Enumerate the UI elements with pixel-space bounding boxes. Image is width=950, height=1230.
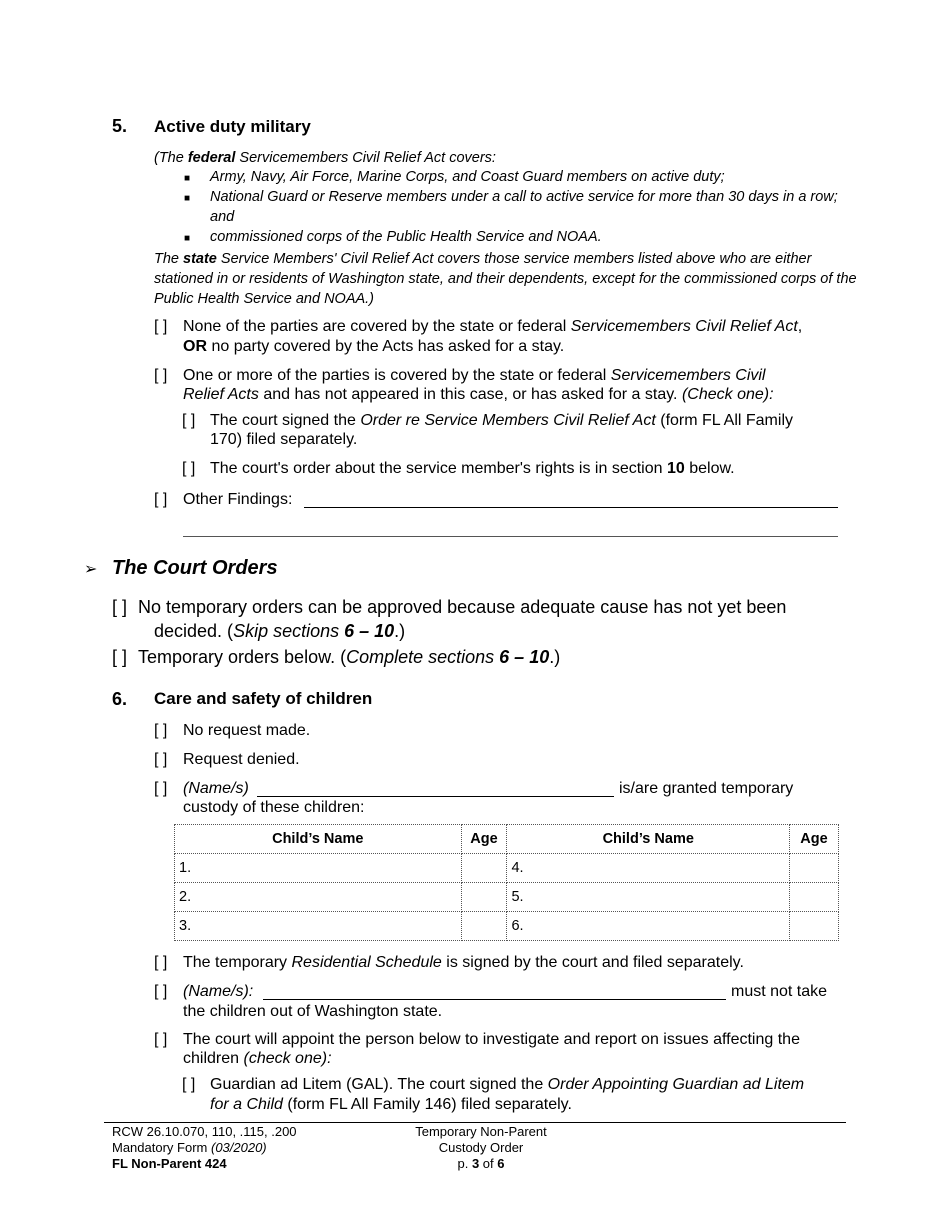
other-findings-label: Other Findings: xyxy=(183,491,293,508)
footer-doc-title-2: Custody Order xyxy=(438,1140,524,1155)
checkbox-covered[interactable]: [ ] xyxy=(154,367,168,384)
option-residential-schedule: The temporary Residential Schedule is signed by the court and filed separately. xyxy=(183,954,744,971)
option-court-signed: The court signed the Order re Service Members Civil Relief Act (form FL All Family xyxy=(210,412,793,429)
custody-granted-text: is/are granted temporary xyxy=(619,780,794,797)
footer-mandatory: Mandatory Form (03/2020) xyxy=(112,1140,267,1155)
table-row xyxy=(175,883,839,912)
not-take-out-cont: the children out of Washington state. xyxy=(183,1003,443,1020)
table-row xyxy=(175,854,839,883)
child-name-cell[interactable]: 3. xyxy=(175,912,462,941)
footer-rcw: RCW 26.10.070, 110, .115, .200 xyxy=(112,1124,297,1139)
not-take-out-name-label: (Name/s): xyxy=(183,983,254,1000)
age-cell[interactable] xyxy=(790,854,839,883)
footer-divider xyxy=(104,1122,846,1123)
checkbox-no-temporary-orders[interactable]: [ ] xyxy=(112,597,128,617)
checkbox-temporary-orders[interactable]: [ ] xyxy=(112,647,128,667)
checkbox-section-10[interactable]: [ ] xyxy=(182,460,196,477)
section-6-title: Care and safety of children xyxy=(154,689,373,708)
bullet-marker: ■ xyxy=(184,193,191,204)
section-5-number: 5. xyxy=(112,116,128,136)
bullet-item: commissioned corps of the Public Health Service and NOAA. xyxy=(210,229,602,245)
option-court-signed-cont: 170) filed separately. xyxy=(210,431,358,448)
bullet-marker: ■ xyxy=(184,233,191,244)
table-row xyxy=(175,912,839,941)
bullet-marker: ■ xyxy=(184,173,191,184)
checkbox-residential-schedule[interactable]: [ ] xyxy=(154,954,168,971)
court-orders-heading: The Court Orders xyxy=(112,557,278,579)
not-take-out-text: must not take xyxy=(731,983,828,1000)
option-none-covered-cont: OR no party covered by the Acts has asked for a stay. xyxy=(183,338,565,355)
federal-note-lead: (The federal Servicemembers Civil Relief Act covers: xyxy=(154,150,496,166)
age-cell[interactable] xyxy=(790,883,839,912)
option-none-covered: None of the parties are covered by the state or federal Servicemembers Civil Relief Act, xyxy=(183,318,803,335)
bullet-item: National Guard or Reserve members under a call to active service for more than 30 days in a row; xyxy=(210,189,838,205)
checkbox-gal[interactable]: [ ] xyxy=(182,1076,196,1093)
age-cell[interactable] xyxy=(461,912,507,941)
checkbox-not-take-out[interactable]: [ ] xyxy=(154,983,168,1000)
child-name-header: Child’s Name xyxy=(507,825,790,854)
age-cell[interactable] xyxy=(461,883,507,912)
footer-doc-title-1: Temporary Non-Parent xyxy=(415,1124,547,1139)
custody-granted-cont: custody of these children: xyxy=(183,799,365,816)
bullet-item: Army, Navy, Air Force, Marine Corps, and Coast Guard members on active duty; xyxy=(210,169,725,185)
checkbox-appoint-investigator[interactable]: [ ] xyxy=(154,1031,168,1048)
state-note-line1: The state Service Members' Civil Relief Act covers those service members listed above who are either xyxy=(154,251,812,267)
age-cell[interactable] xyxy=(461,854,507,883)
option-covered: One or more of the parties is covered by the state or federal Servicemembers Civil xyxy=(183,367,766,384)
section-5-title: Active duty military xyxy=(154,117,311,136)
age-cell[interactable] xyxy=(790,912,839,941)
temporary-orders-text: Temporary orders below. (Complete sections 6 – 10.) xyxy=(138,647,561,667)
checkbox-other-findings[interactable]: [ ] xyxy=(154,491,168,508)
child-name-cell[interactable]: 6. xyxy=(507,912,790,941)
option-no-request: No request made. xyxy=(183,722,311,739)
other-findings-line[interactable] xyxy=(304,507,838,508)
option-gal-cont: for a Child (form FL All Family 146) filed separately. xyxy=(210,1096,572,1113)
state-note-line2: stationed in or residents of Washington state, and their dependents, except for the commissioned corps of the xyxy=(154,271,857,287)
no-temporary-orders-cont: decided. (Skip sections 6 – 10.) xyxy=(154,621,406,641)
other-findings-line-2[interactable] xyxy=(183,536,838,537)
bullet-item-cont: and xyxy=(210,209,235,225)
custody-name-label: (Name/s) xyxy=(183,780,249,797)
checkbox-none-covered[interactable]: [ ] xyxy=(154,318,168,335)
not-take-out-name-line[interactable] xyxy=(263,999,726,1000)
age-header: Age xyxy=(461,825,507,854)
age-header: Age xyxy=(790,825,839,854)
checkbox-court-signed[interactable]: [ ] xyxy=(182,412,196,429)
option-section-10: The court's order about the service member's rights is in section 10 below. xyxy=(210,460,735,477)
option-request-denied: Request denied. xyxy=(183,751,300,768)
child-name-cell[interactable]: 2. xyxy=(175,883,462,912)
child-name-header: Child’s Name xyxy=(175,825,462,854)
checkbox-no-request[interactable]: [ ] xyxy=(154,722,168,739)
state-note-line3: Public Health Service and NOAA.) xyxy=(154,291,375,307)
footer-form-id: FL Non-Parent 424 xyxy=(112,1156,227,1171)
checkbox-request-denied[interactable]: [ ] xyxy=(154,751,168,768)
section-6-number: 6. xyxy=(112,689,128,709)
children-table xyxy=(174,824,839,941)
child-name-cell[interactable]: 5. xyxy=(507,883,790,912)
custody-name-line[interactable] xyxy=(257,796,614,797)
option-gal: Guardian ad Litem (GAL). The court signed the Order Appointing Guardian ad Litem xyxy=(210,1076,805,1093)
footer-left xyxy=(112,1124,297,1172)
footer-center xyxy=(381,1124,581,1172)
footer-page: p. 3 of 6 xyxy=(457,1156,505,1171)
no-temporary-orders-text: No temporary orders can be approved because adequate cause has not yet been xyxy=(138,597,787,617)
arrow-bullet-icon: ➢ xyxy=(84,561,98,578)
option-covered-cont: Relief Acts and has not appeared in this case, or has asked for a stay. (Check one): xyxy=(183,386,774,403)
child-name-cell[interactable]: 4. xyxy=(507,854,790,883)
option-appoint-investigator: The court will appoint the person below to investigate and report on issues affecting the xyxy=(183,1031,800,1048)
option-appoint-investigator-cont: children (check one): xyxy=(183,1050,332,1067)
checkbox-custody[interactable]: [ ] xyxy=(154,780,168,797)
child-name-cell[interactable]: 1. xyxy=(175,854,462,883)
